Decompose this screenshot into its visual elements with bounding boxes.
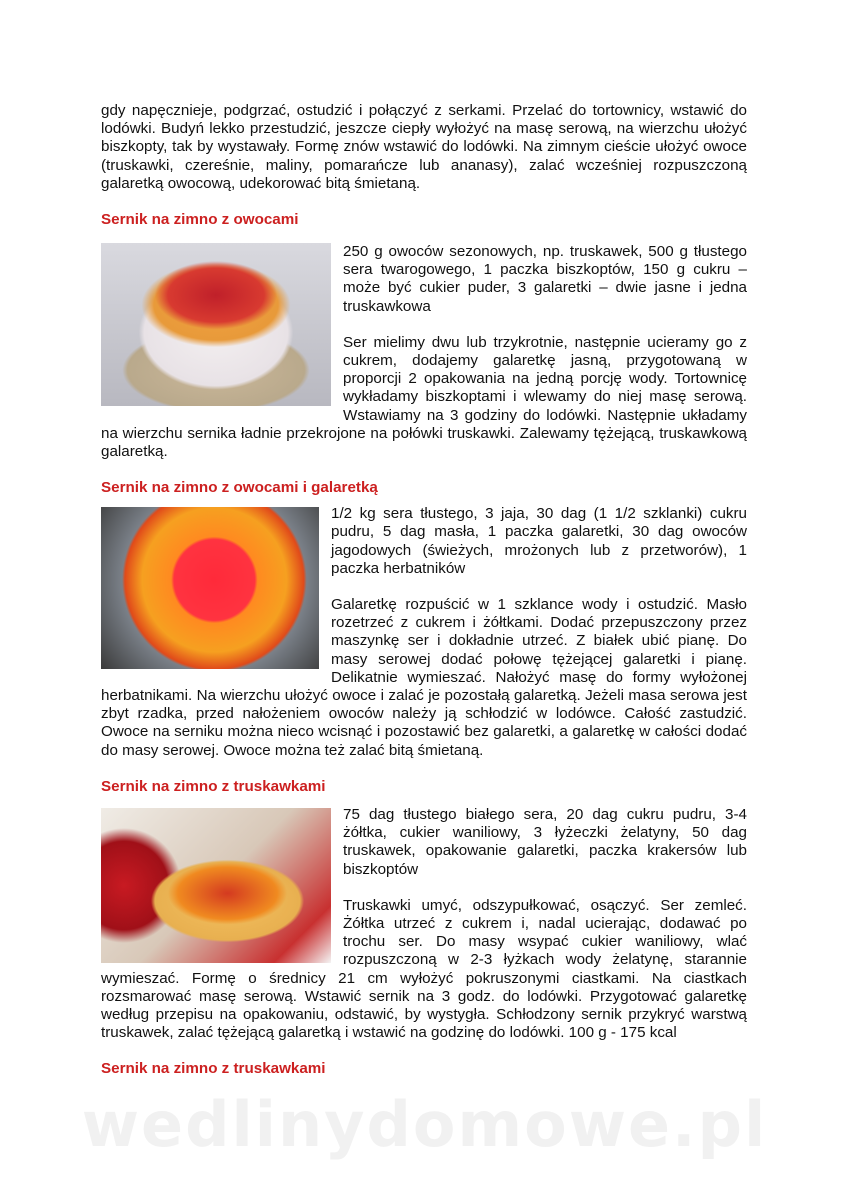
watermark: wedlinydomowe.pl [81,1088,768,1161]
recipe-title: Sernik na zimno z truskawkami [101,777,326,795]
recipe-method: Galaretkę rozpuścić w 1 szklance wody i ostudzić. Masło rozetrzeć z cukrem i żółtkami. Dodać przepuszczony przez maszynkę ser i dokładnie utrzeć. Z białek ubić pianę. Do masy serowej dodać połowę tężejącej galaretki i pianę. Delikatnie wymieszać. Nałożyć masę do formy wyłożonej herbatnikami. Na wierzchu ułożyć owoce i zalać je pozostałą galaretką. Jeżeli masa serowa jest zbyt rzadka, przed nałożeniem owoców należy ją schłodzić w lodówce. Całość zastudzić. Owoce na serniku można nieco wcisnąć i pozostawić bez galaretki, a galaretkę w całości dodać do masy serowej. Owoce można też zalać bitą śmietaną. [101,596,747,759]
recipe-ingredients: 75 dag tłustego białego sera, 20 dag cukru pudru, 3-4 żółtka, cukier waniliowy, 3 łyżeczki żelatyny, 50 dag truskawek, opakowanie galaretki, paczka krakersów lub biszkoptów [343,805,747,878]
recipe-method: Ser mielimy dwu lub trzykrotnie, następnie ucieramy go z cukrem, dodajemy galaretkę jasną, przygotowaną w proporcji 2 opakowania na jedną porcję wody. Tortownicę wykładamy biszkoptami i wlewamy do niej masę serową. Wstawiamy na 3 godziny do lodówki. Następnie układamy na wierzchu sernika ładnie przekrojone na połówki truskawki. Zalewamy tężejącą, truskawkową galaretką. [101,333,747,461]
document-page [101,102,747,1084]
recipe-title: Sernik na zimno z owocami [101,211,299,229]
recipe-title: Sernik na zimno z truskawkami [101,1060,326,1078]
intro-paragraph: gdy napęcznieje, podgrzać, ostudzić i połączyć z serkami. Przelać do tortownicy, wstawić do lodówki. Budyń lekko przestudzić, jeszcze ciepły wyłożyć na masę serową, na wierzchu ułożyć biszkopty, tak by wystawały. Formę znów wstawić do lodówki. Na zimnym cieście ułożyć owoce (truskawki, czereśnie, maliny, pomarańcze lub ananasy), zalać wcześniej rozpuszczoną galaretką owocową, udekorować bitą śmietaną. [101,102,747,192]
recipe-section [101,243,747,479]
recipe-section [101,505,747,778]
recipe-ingredients: 250 g owoców sezonowych, np. truskawek, 500 g tłustego sera twarogowego, 1 paczka biszkoptów, 150 g cukru – może być cukier puder, 3 galaretki – dwie jasne i jedna truskawkowa [343,243,747,315]
recipe-method: Truskawki umyć, odszypułkować, osączyć. Ser zemleć. Żółtka utrzeć z cukrem i, nadal ucierając, dodawać po trochu ser. Do masy wsypać cukier waniliowy, wlać rozpuszczoną w 2-3 łyżkach wody żelatynę, starannie wymieszać. Formę o średnicy 21 cm wyłożyć pokruszonymi ciastkami. Na ciastkach rozsmarować masę serową. Wstawić sernik na 3 godz. do lodówki. Przygotować galaretkę według przepisu na opakowaniu, odstawić, by wystygła. Schłodzony sernik przykryć warstwą truskawek, zalać tężejącą galaretką i wstawić na godzinę do lodówki. 100 g - 175 kcal [101,896,747,1042]
recipe-section [101,806,747,1060]
recipe-ingredients: 1/2 kg sera tłustego, 3 jaja, 30 dag (1 1/2 szklanki) cukru pudru, 5 dag masła, 1 paczka galaretki, 30 dag owoców jagodowych (świeżych, mrożonych lub z przetworów), 1 paczka herbatników [331,505,747,577]
cheesecake-jelly-photo [101,507,319,669]
recipe-title: Sernik na zimno z owocami i galaretką [101,479,378,497]
cheesecake-fruit-photo [101,243,331,406]
cheesecake-strawberry-photo [101,808,331,963]
